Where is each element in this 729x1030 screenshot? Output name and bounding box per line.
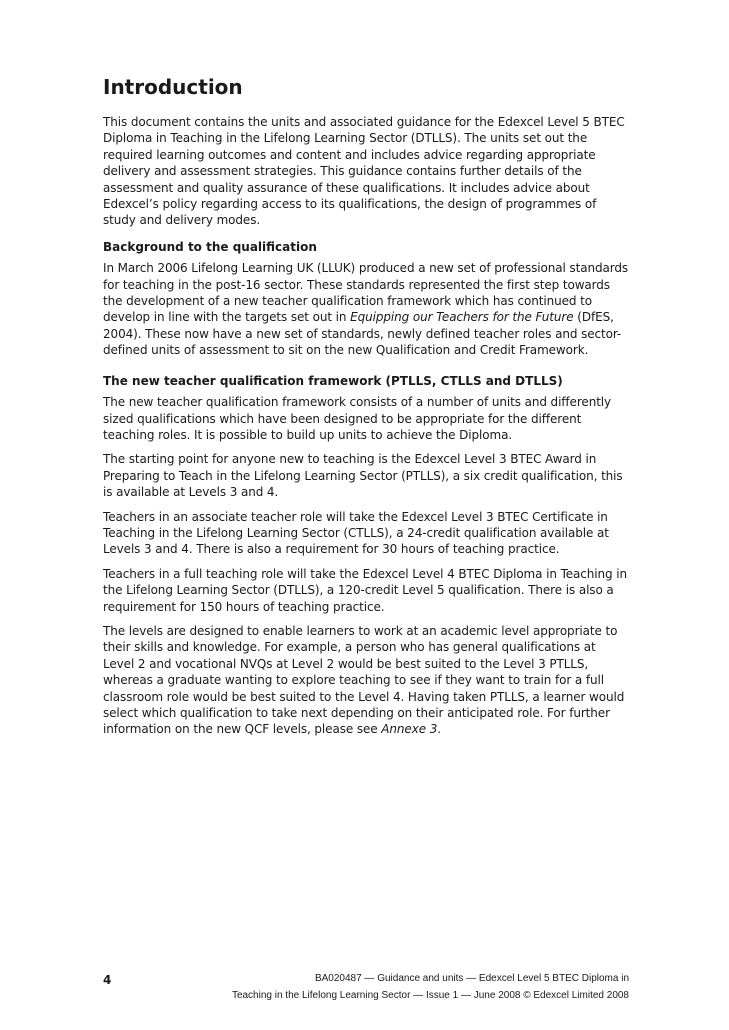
background-text-part-2: (DfES, 2004). These now have a new set of standards, newly defined teacher roles and sector-defined units of assessment to sit on the new Qualification and Credit Framework. xyxy=(103,310,622,358)
page-number: 4 xyxy=(103,973,112,987)
background-emphasis: Equipping our Teachers for the Future xyxy=(350,310,574,325)
annexe-reference: Annexe 3 xyxy=(381,722,438,737)
section-heading-framework: The new teacher qualification framework (PTLLS, CTLLS and DTLLS) xyxy=(103,373,563,388)
levels-text-part-1: The levels are designed to enable learners to work at an academic level appropriate to their skills and knowledge. For example, a person who has general qualifications at Level 2 and vocational NVQs at Level 2 would be best suited to the Level 3 PTLLS, whereas a graduate wanting to explore teaching to see if they want to train for a full classroom role would be best suited to the Level 4. Having taken PTLLS, a learner would select which qualification to take next depending on their anticipated role. For further information on the new QCF levels, please see xyxy=(103,623,625,737)
background-text-part-1: In March 2006 Lifelong Learning UK (LLUK) produced a new set of professional standards for teaching in the post-16 sector. These standards represented the first step towards the development of a new teacher qualification framework which has continued to develop in line with the targets set out in xyxy=(103,261,629,325)
intro-paragraph: This document contains the units and associated guidance for the Edexcel Level 5 BTEC Diploma in Teaching in the Lifelong Learning Sector (DTLLS). The units set out the required learning outcomes and content and includes advice regarding appropriate delivery and assessment strategies. This guidance contains further details of the assessment and quality assurance of these qualifications. It includes advice about Edexcel’s policy regarding access to its qualifications, the design of programmes of study and delivery modes. xyxy=(103,115,625,228)
framework-paragraph: Teachers in a full teaching role will take the Edexcel Level 4 BTEC Diploma in Teaching in the Lifelong Learning Sector (DTLLS), a 120-credit Level 5 qualification. There is also a requirement for 150 hours of teaching practice. xyxy=(103,566,628,614)
page-footer xyxy=(103,970,629,1010)
framework-paragraph: Teachers in an associate teacher role will take the Edexcel Level 3 BTEC Certificate in Teaching in the Lifelong Learning Sector (CTLLS), a 24-credit qualification available at Levels 3 and 4. There is also a requirement for 30 hours of teaching practice. xyxy=(103,509,609,557)
footer-line-2: Teaching in the Lifelong Learning Sector — Issue 1 — June 2008 © Edexcel Limited 2008 xyxy=(231,990,629,1001)
framework-paragraph: The starting point for anyone new to teaching is the Edexcel Level 3 BTEC Award in Preparing to Teach in the Lifelong Learning Sector (PTLLS), a six credit qualification, this is available at Levels 3 and 4. xyxy=(103,452,623,500)
footer-line-1: BA020487 — Guidance and units — Edexcel Level 5 BTEC Diploma in xyxy=(314,973,629,984)
framework-paragraph-levels xyxy=(103,623,629,738)
framework-paragraph: The new teacher qualification framework consists of a number of units and differently sized qualifications which have been designed to be appropriate for the different teaching roles. It is possible to build up units to achieve the Diploma. xyxy=(103,395,612,442)
page-title: Introduction xyxy=(103,75,243,99)
document-body xyxy=(103,74,629,746)
section-heading-background: Background to the qualification xyxy=(103,239,317,254)
background-paragraph xyxy=(103,260,629,358)
levels-text-part-2: . xyxy=(437,722,441,737)
footer-text xyxy=(232,970,629,1004)
